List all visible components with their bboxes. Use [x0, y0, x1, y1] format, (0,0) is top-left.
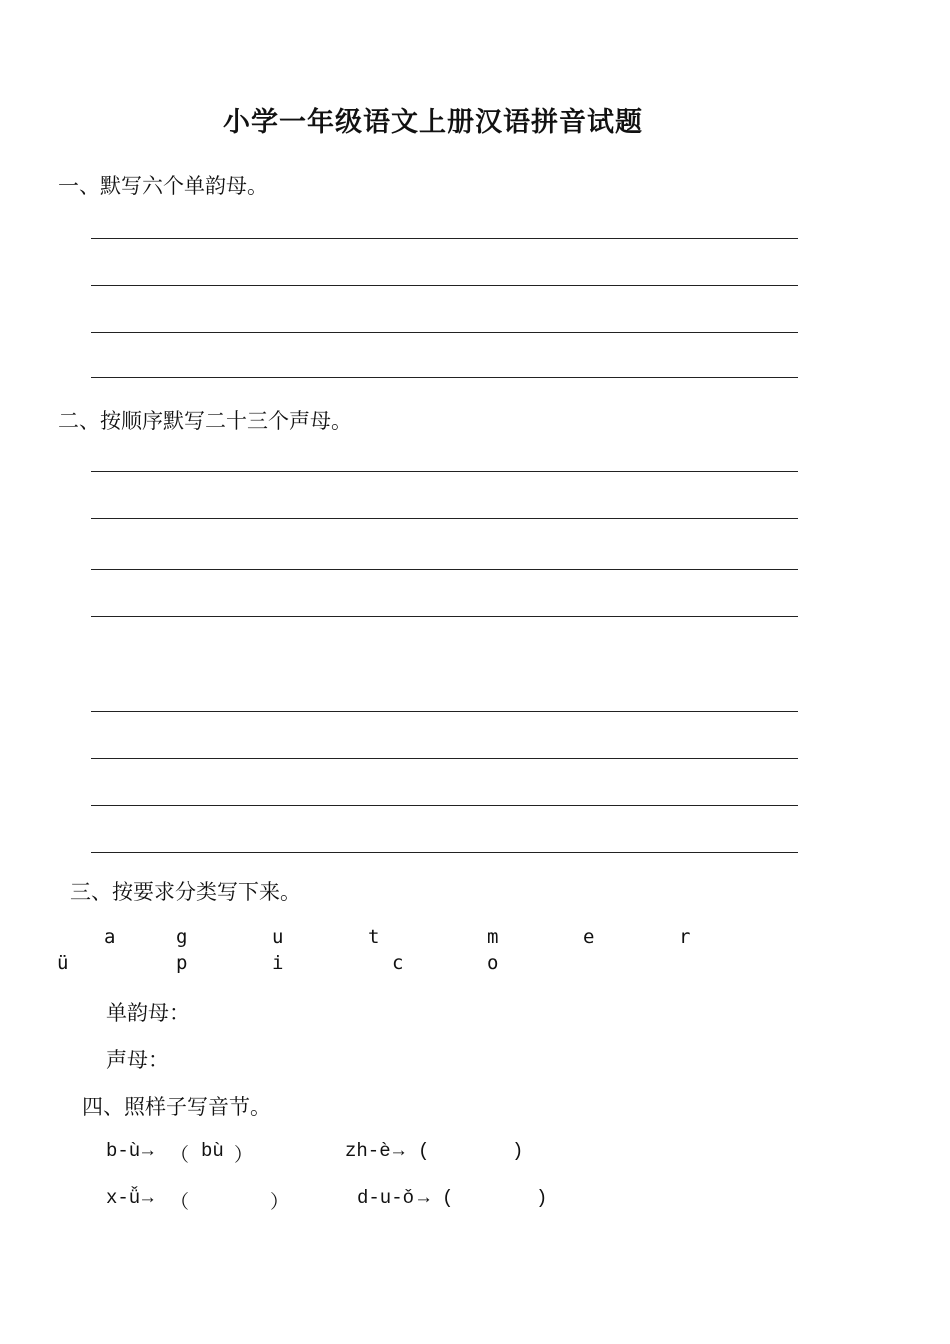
arrow-icon: →	[418, 1187, 430, 1209]
writing-line[interactable]	[91, 471, 798, 472]
close-bracket: ）	[270, 1192, 290, 1214]
pinyin-letter: t	[368, 926, 380, 948]
writing-line[interactable]	[91, 758, 798, 759]
writing-line[interactable]	[91, 285, 798, 286]
finals-label: 单韵母：	[106, 1001, 190, 1025]
arrow-icon: →	[142, 1187, 154, 1209]
writing-line[interactable]	[91, 238, 798, 239]
close-bracket: )	[536, 1187, 548, 1209]
syllable-parts: b-ù	[106, 1140, 141, 1162]
pinyin-letter: e	[583, 926, 595, 948]
writing-line[interactable]	[91, 805, 798, 806]
pinyin-letter: p	[176, 952, 188, 974]
section-1-heading: 一、默写六个单韵母。	[58, 174, 268, 198]
syllable-parts: x-ǚ	[106, 1187, 141, 1209]
section-4-heading: 四、照样子写音节。	[82, 1095, 271, 1119]
pinyin-letter: c	[392, 952, 404, 974]
section-3-heading: 三、按要求分类写下来。	[70, 880, 301, 904]
writing-line[interactable]	[91, 711, 798, 712]
pinyin-letter: i	[272, 952, 284, 974]
pinyin-letter: a	[104, 926, 116, 948]
pinyin-letter: r	[679, 926, 691, 948]
syllable-parts: d-u-ǒ	[357, 1187, 415, 1209]
writing-line[interactable]	[91, 616, 798, 617]
open-bracket: （	[170, 1145, 190, 1167]
pinyin-letter: o	[487, 952, 499, 974]
open-bracket: (	[442, 1187, 454, 1209]
pinyin-letter: u	[272, 926, 284, 948]
writing-line[interactable]	[91, 518, 798, 519]
arrow-icon: →	[393, 1140, 405, 1162]
pinyin-letter: m	[487, 926, 499, 948]
pinyin-letter: ü	[57, 952, 69, 974]
close-bracket: ）	[234, 1145, 254, 1167]
pinyin-letter: g	[176, 926, 188, 948]
syllable-parts: zh-è	[345, 1140, 391, 1162]
initials-label: 声母：	[106, 1048, 169, 1072]
open-bracket: （	[170, 1192, 190, 1214]
arrow-icon: →	[142, 1140, 154, 1162]
writing-line[interactable]	[91, 852, 798, 853]
writing-line[interactable]	[91, 569, 798, 570]
writing-line[interactable]	[91, 332, 798, 333]
writing-line[interactable]	[91, 377, 798, 378]
close-bracket: )	[512, 1140, 524, 1162]
page-title: 小学一年级语文上册汉语拼音试题	[223, 107, 643, 138]
answer-field[interactable]: bù	[201, 1140, 224, 1162]
open-bracket: (	[418, 1140, 430, 1162]
section-2-heading: 二、按顺序默写二十三个声母。	[58, 409, 352, 433]
